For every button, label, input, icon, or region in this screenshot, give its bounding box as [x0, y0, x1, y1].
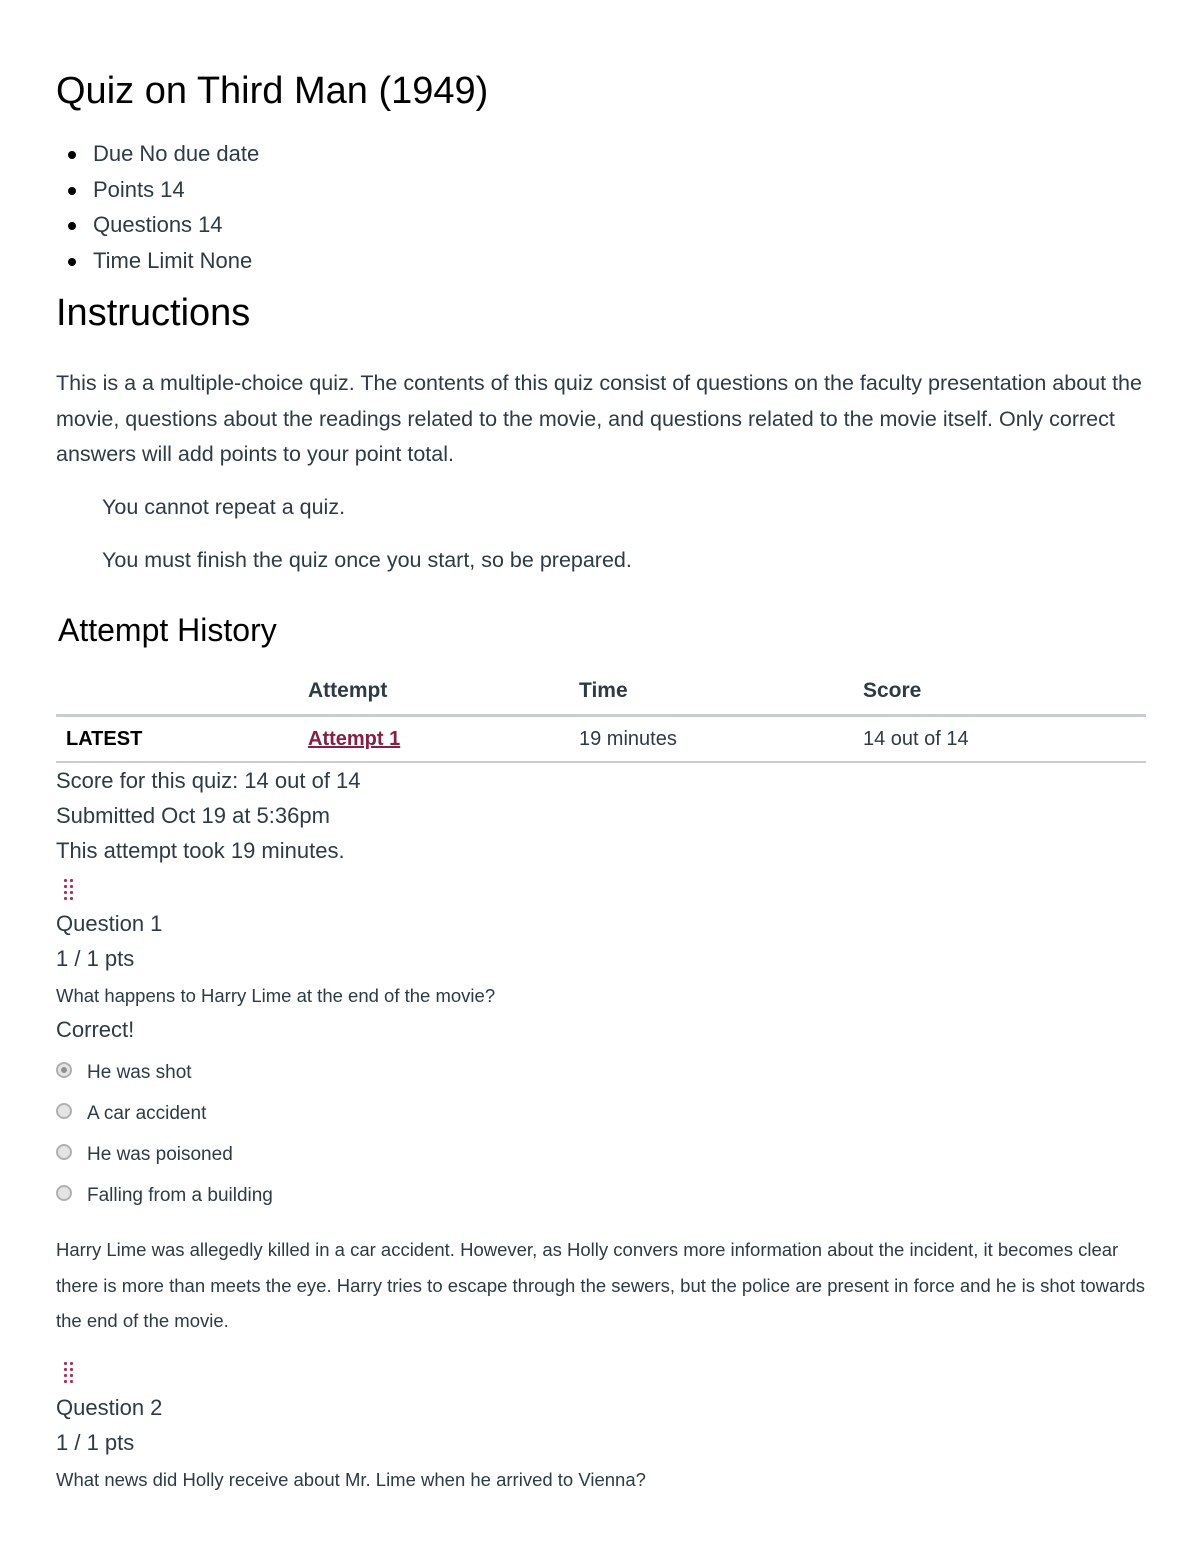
answer-label: A car accident — [87, 1103, 207, 1124]
question-text: What news did Holly receive about Mr. Lime when he arrived to Vienna? — [56, 1469, 646, 1490]
attempt-duration: This attempt took 19 minutes. — [56, 838, 345, 863]
drag-handle-icon[interactable] — [62, 1362, 76, 1386]
meta-value: 14 — [160, 176, 185, 202]
meta-value: No due date — [139, 141, 260, 166]
page-title: Quiz on Third Man (1949) — [56, 70, 489, 112]
attempt-link[interactable]: Attempt 1 — [308, 727, 401, 750]
radio-icon[interactable] — [56, 1103, 72, 1119]
instructions-heading: Instructions — [56, 292, 251, 334]
quiz-meta-list — [56, 138, 259, 280]
meta-questions — [56, 209, 259, 245]
column-header-attempt: Attempt — [298, 668, 569, 716]
time-cell: 19 minutes — [569, 716, 853, 763]
question-points: 1 / 1 pts — [56, 1430, 135, 1455]
meta-label: Time Limit — [93, 247, 194, 273]
question-title: Question 2 — [56, 1395, 163, 1420]
meta-time-limit — [56, 245, 259, 281]
drag-handle-icon[interactable] — [62, 879, 76, 903]
column-header-time: Time — [569, 668, 853, 716]
instructions-note-finish: You must finish the quiz once you start, so be prepared. — [102, 548, 632, 572]
radio-icon[interactable] — [56, 1185, 72, 1201]
latest-tag: LATEST — [56, 716, 298, 763]
table-row — [56, 716, 1146, 763]
radio-icon[interactable] — [56, 1144, 72, 1160]
question-title: Question 1 — [56, 911, 163, 936]
column-header-score: Score — [853, 668, 1146, 716]
meta-value: 14 — [198, 212, 223, 237]
answer-explanation: Harry Lime was allegedly killed in a car accident. However, as Holly convers more information about the incident, it becomes clear there is more than meets the eye. Harry tries to escape through the sewers, but the police are present in force and he is shot towards the end of the movie. — [56, 1239, 1145, 1331]
radio-selected-icon[interactable] — [56, 1062, 72, 1078]
attempt-history-table — [56, 668, 1146, 763]
column-header-blank — [56, 668, 298, 716]
question-text: What happens to Harry Lime at the end of the movie? — [56, 985, 496, 1006]
meta-value: None — [199, 247, 253, 273]
meta-label: Points — [93, 176, 155, 202]
question-points: 1 / 1 pts — [56, 946, 135, 971]
table-header-row — [56, 668, 1146, 716]
score-cell: 14 out of 14 — [853, 716, 1146, 763]
meta-points — [56, 174, 259, 210]
meta-due — [56, 138, 259, 174]
attempt-history-heading: Attempt History — [58, 612, 277, 648]
meta-label: Due — [93, 141, 134, 166]
answer-label: He was shot — [87, 1062, 192, 1083]
instructions-note-repeat: You cannot repeat a quiz. — [102, 495, 346, 519]
submitted-time: Submitted Oct 19 at 5:36pm — [56, 803, 330, 828]
meta-label: Questions — [93, 212, 193, 237]
attempt-cell — [298, 716, 569, 763]
answer-label: Falling from a building — [87, 1185, 273, 1206]
quiz-score: Score for this quiz: 14 out of 14 — [56, 768, 361, 793]
answer-label: He was poisoned — [87, 1144, 233, 1165]
instructions-text: This is a a multiple-choice quiz. The contents of this quiz consist of questions on the faculty presentation about the movie, questions about the readings related to the movie, and questions related to the movie itself. Only correct answers will add points to your point total. — [56, 371, 1142, 466]
answer-result: Correct! — [56, 1017, 135, 1042]
